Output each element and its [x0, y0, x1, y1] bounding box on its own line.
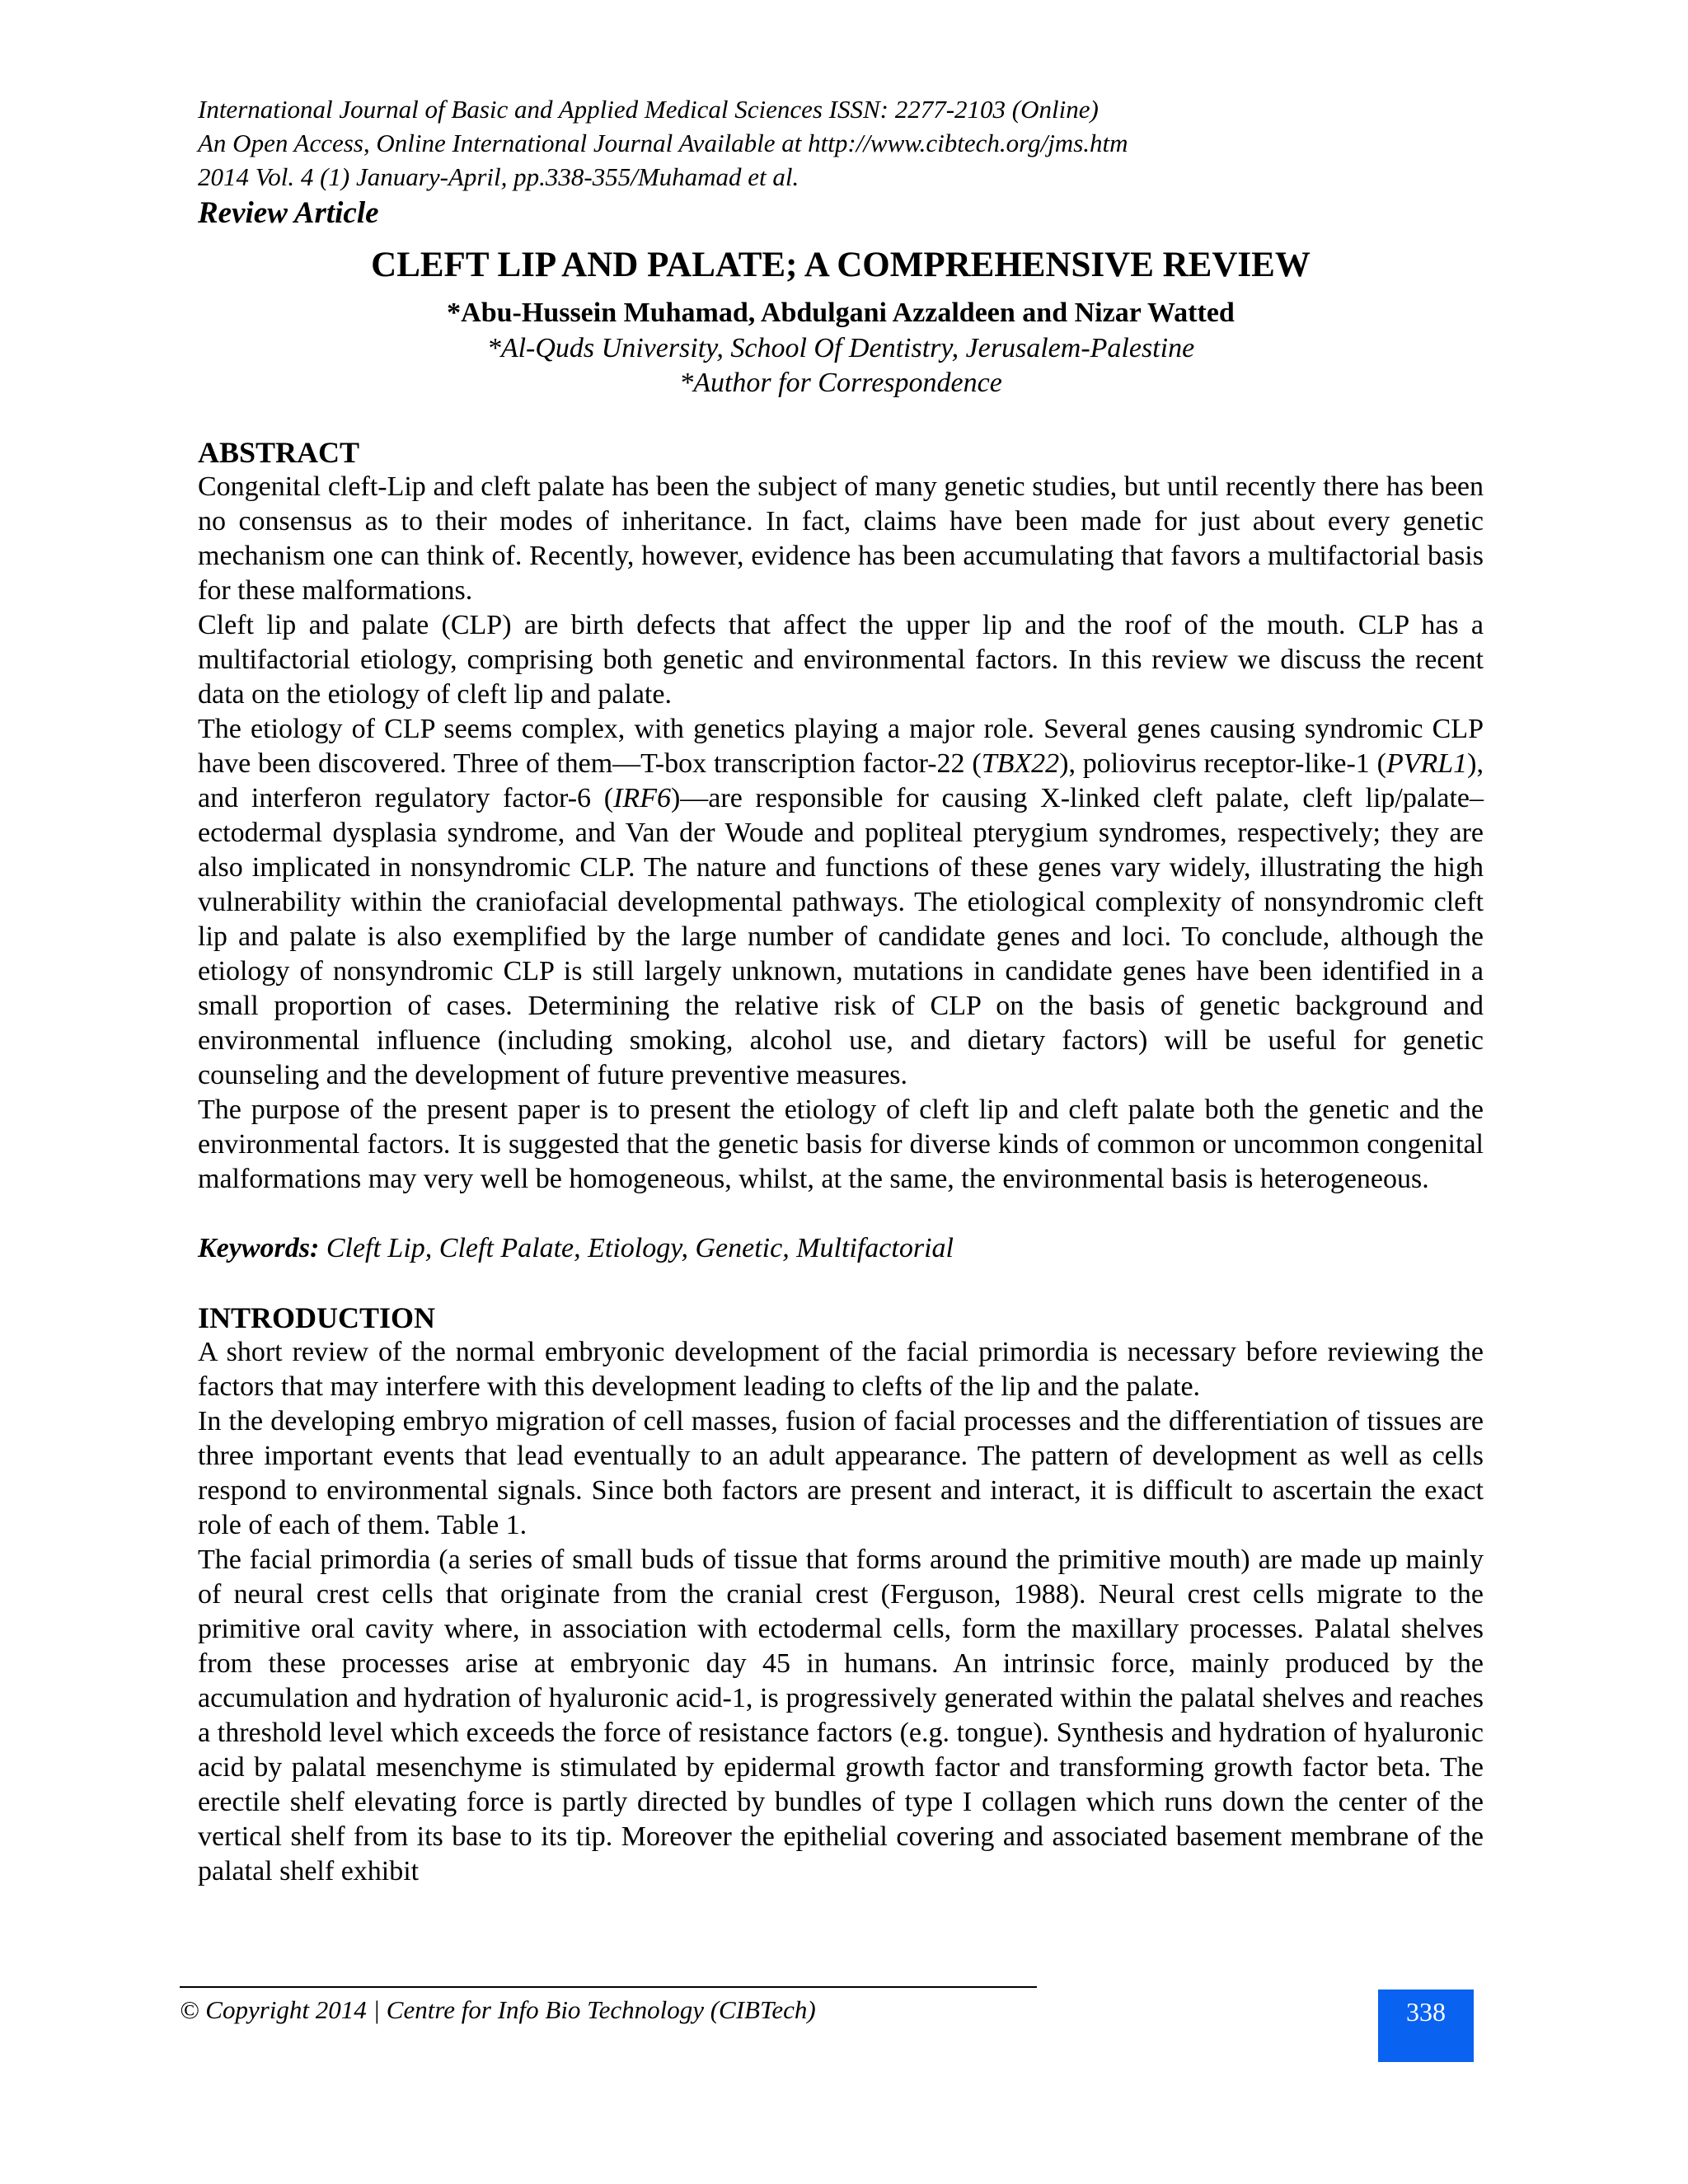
journal-access-line[interactable]: An Open Access, Online International Journal Available at http://www.cibtech.org/jms.htm [198, 129, 1128, 157]
gene-name: TBX22 [981, 748, 1060, 779]
affiliation: *Al-Quds University, School Of Dentistry, Jerusalem-Palestine [486, 333, 1195, 363]
keywords-label: Keywords: [198, 1233, 320, 1263]
journal-citation-line: 2014 Vol. 4 (1) January-April, pp.338-355/Muhamad et al. [198, 162, 799, 191]
text-run: )—are responsible for causing X-linked cleft palate, cleft lip/palate–ectodermal dysplasia syndrome, and Van der Woude and popliteal pterygium syndromes, respectively; they are also implicated in nonsyndromic CLP. The nature and functions of these genes vary widely, illustrating the high vulnerability within the craniofacial developmental pathways. The etiological complexity of nonsyndromic cleft lip and palate is also exemplified by the large number of candidate genes and loci. To conclude, although the etiology of nonsyndromic CLP is still largely unknown, mutations in candidate genes have been identified in a small proportion of cases. Determining the relative risk of CLP on the basis of genetic background and environmental influence (including smoking, alcohol use, and dietary factors) will be useful for genetic counseling and the development of future preventive measures. [198, 783, 1484, 1090]
page-number: 338 [1378, 1990, 1474, 2062]
introduction-paragraph: The facial primordia (a series of small buds of tissue that forms around the primitive mouth) are made up mainly of neural crest cells that originate from the cranial crest (Ferguson, 1988). Neural crest cells migrate to the primitive oral cavity where, in association with ectodermal cells, form the maxillary processes. Palatal shelves from these processes arise at embryonic day 45 in humans. An intrinsic force, mainly produced by the accumulation and hydration of hyaluronic acid-1, is progressively generated within the palatal shelves and reaches a threshold level which exceeds the force of resistance factors (e.g. tongue). Synthesis and hydration of hyaluronic acid by palatal mesenchyme is stimulated by epidermal growth factor and transforming growth factor beta. The erectile shelf elevating force is partly directed by bundles of type I collagen which runs down the center of the vertical shelf from its base to its tip. Moreover the epithelial covering and associated basement membrane of the palatal shelf exhibit [198, 1544, 1484, 1886]
abstract-heading: ABSTRACT [198, 436, 360, 469]
copyright-notice: © Copyright 2014 | Centre for Info Bio Technology (CIBTech) [180, 1995, 816, 2024]
journal-name-line: International Journal of Basic and Applied Medical Sciences ISSN: 2277-2103 (Online) [198, 95, 1099, 124]
abstract-paragraph: The purpose of the present paper is to present the etiology of cleft lip and cleft palate both the genetic and the environmental factors. It is suggested that the genetic basis for diverse kinds of common or uncommon congenital malformations may very well be homogeneous, whilst, at the same, the environmental basis is heterogeneous. [198, 1094, 1484, 1194]
correspondence-note: *Author for Correspondence [679, 368, 1002, 398]
author-list: *Abu-Hussein Muhamad, Abdulgani Azzaldeen and Nizar Watted [447, 298, 1235, 328]
footer-divider [180, 1986, 1037, 1988]
abstract-paragraph: Congenital cleft-Lip and cleft palate has been the subject of many genetic studies, but until recently there has been no consensus as to their modes of inheritance. In fact, claims have been made for just about every genetic mechanism one can think of. Recently, however, evidence has been accumulating that favors a multifactorial basis for these malformations. [198, 471, 1484, 606]
gene-name: IRF6 [613, 783, 671, 813]
keywords [198, 1231, 1484, 1266]
keywords-value: Cleft Lip, Cleft Palate, Etiology, Genetic, Multifactorial [326, 1233, 954, 1263]
text-run: The etiology of CLP seems complex, with genetics playing a major role. Several genes causing syndromic CLP have been discovered. Three of them—T-box transcription factor-22 ( [198, 714, 1484, 779]
article-title: CLEFT LIP AND PALATE; A COMPREHENSIVE REVIEW [371, 246, 1311, 284]
abstract-paragraph: Cleft lip and palate (CLP) are birth defects that affect the upper lip and the roof of the mouth. CLP has a multifactorial etiology, comprising both genetic and environmental factors. In this review we discuss the recent data on the etiology of cleft lip and palate. [198, 610, 1484, 710]
introduction-heading: INTRODUCTION [198, 1301, 436, 1334]
introduction-paragraph: A short review of the normal embryonic development of the facial primordia is necessary before reviewing the factors that may interfere with this development leading to clefts of the lip and the palate. [198, 1337, 1484, 1402]
article-type: Review Article [198, 196, 379, 230]
text-run: ), poliovirus receptor-like-1 ( [1059, 748, 1386, 779]
introduction-paragraph: In the developing embryo migration of cell masses, fusion of facial processes and the differentiation of tissues are three important events that lead eventually to an adult appearance. The pattern of development as well as cells respond to environmental signals. Since both factors are present and interact, it is difficult to ascertain the exact role of each of them. Table 1. [198, 1406, 1484, 1540]
gene-name: PVRL1 [1386, 748, 1468, 779]
page-content [198, 92, 1484, 1889]
abstract-paragraph [198, 712, 1484, 1093]
text-run: ), and interferon regulatory factor-6 ( [198, 748, 1484, 813]
journal-header [198, 92, 1484, 194]
